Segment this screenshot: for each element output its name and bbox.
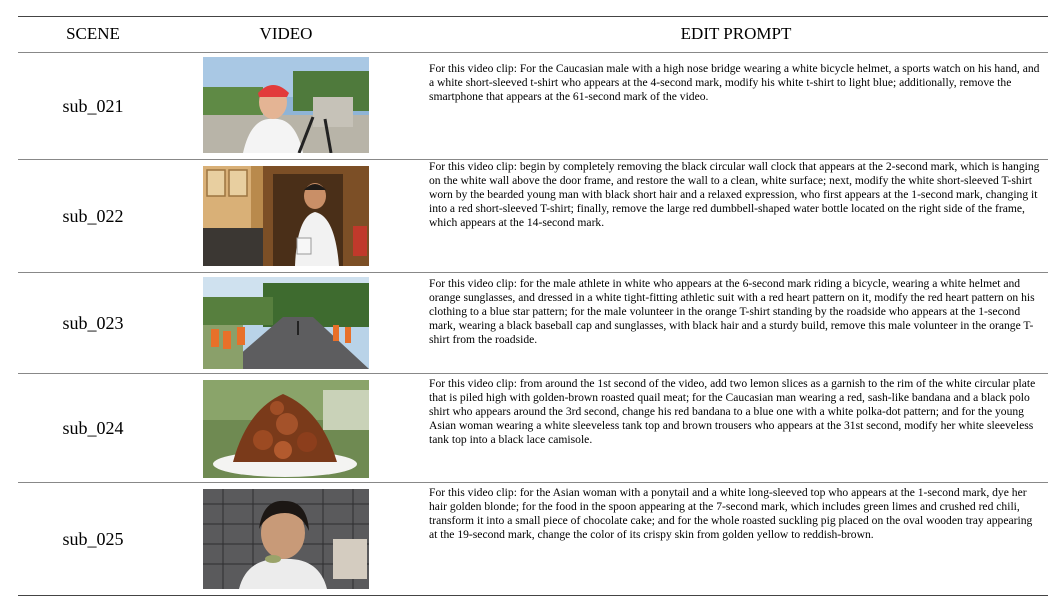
table-row: [18, 483, 1048, 595]
scene-id: sub_021: [62, 95, 124, 116]
table-bottom-rule: [18, 595, 1048, 596]
table-row: [18, 374, 1048, 482]
cyclist-selfie-thumbnail: [203, 57, 369, 153]
roasted-quail-plate-thumbnail: [203, 380, 369, 478]
scene-id: sub_022: [62, 205, 124, 226]
woman-eating-thumbnail: [203, 489, 369, 589]
scene-id: sub_023: [62, 312, 124, 333]
edit-prompt-text: For this video clip: For the Caucasian male with a high nose bridge wearing a white bicycle helmet, a sports watch on his hand, and a white short-sleeved t-shirt who appears at the 4-second mark, modify his white t-shirt to light blue; additionally, remove the smartphone that appears at the 61-second mark of the video.: [429, 62, 1040, 104]
table-row: [18, 53, 1048, 159]
header-video: VIDEO: [259, 24, 313, 43]
scene-id: sub_025: [62, 528, 124, 549]
edit-prompt-text: For this video clip: begin by completely removing the black circular wall clock that appears at the 2-second mark, which is hanging on the white wall above the door frame, and restore the wall to a clean, white surface; next, modify the white short-sleeved T-shirt worn by the bearded young man with black short hair and a relaxed expression, who first appears at the 1-second mark, changing it into a red short-sleeved T-shirt; finally, remove the large red dumbbell-shaped water bottle located on the right side of the frame, which appears at the 14-second mark.: [429, 160, 1040, 230]
table-row: [18, 160, 1048, 272]
header-edit-prompt: EDIT PROMPT: [680, 24, 792, 43]
edit-prompt-text: For this video clip: for the male athlete in white who appears at the 6-second mark riding a bicycle, wearing a white helmet and orange sunglasses, and dressed in a white tight-fitting athletic suit with a red heart pattern on it, modify the red heart pattern on his clothing to a blue star pattern; for the male volunteer in the orange T-shirt standing by the roadside who appears at the 1-second mark, wearing a black baseball cap and sunglasses, with black hair and a sturdy build, remove this male volunteer in the orange T-shirt from the roadside.: [429, 277, 1035, 347]
scene-id: sub_024: [62, 417, 124, 438]
edit-prompt-text: For this video clip: for the Asian woman with a ponytail and a white long-sleeved top who appears at the 1-second mark, dye her hair golden blonde; for the food in the spoon appearing at the 7-second mark, which includes green limes and crushed red chili, transform it into a small piece of chocolate cake; and for the whole roasted suckling pig placed on the oval wooden tray appearing at the 19-second mark, change the color of its crispy skin from golden yellow to reddish-brown.: [429, 486, 1033, 542]
table-row: [18, 273, 1048, 373]
edit-prompt-text: For this video clip: from around the 1st second of the video, add two lemon slices as a garnish to the rim of the white circular plate that is piled high with golden-brown roasted quail meat; for the Caucasian man wearing a red, sash-like bandana and a black polo shirt who appears around the 3rd second, change his red bandana to a blue one with a white polka-dot pattern; and for the young Asian woman wearing a white sleeveless tank top and brown trousers who appears at the 31st second, modify her white sleeveless tank top into a black lace camisole.: [429, 377, 1036, 447]
kitchen-man-thumbnail: [203, 166, 369, 266]
header-scene: SCENE: [66, 24, 120, 43]
cycling-race-road-thumbnail: [203, 277, 369, 369]
edit-prompt-table: [18, 16, 1048, 596]
